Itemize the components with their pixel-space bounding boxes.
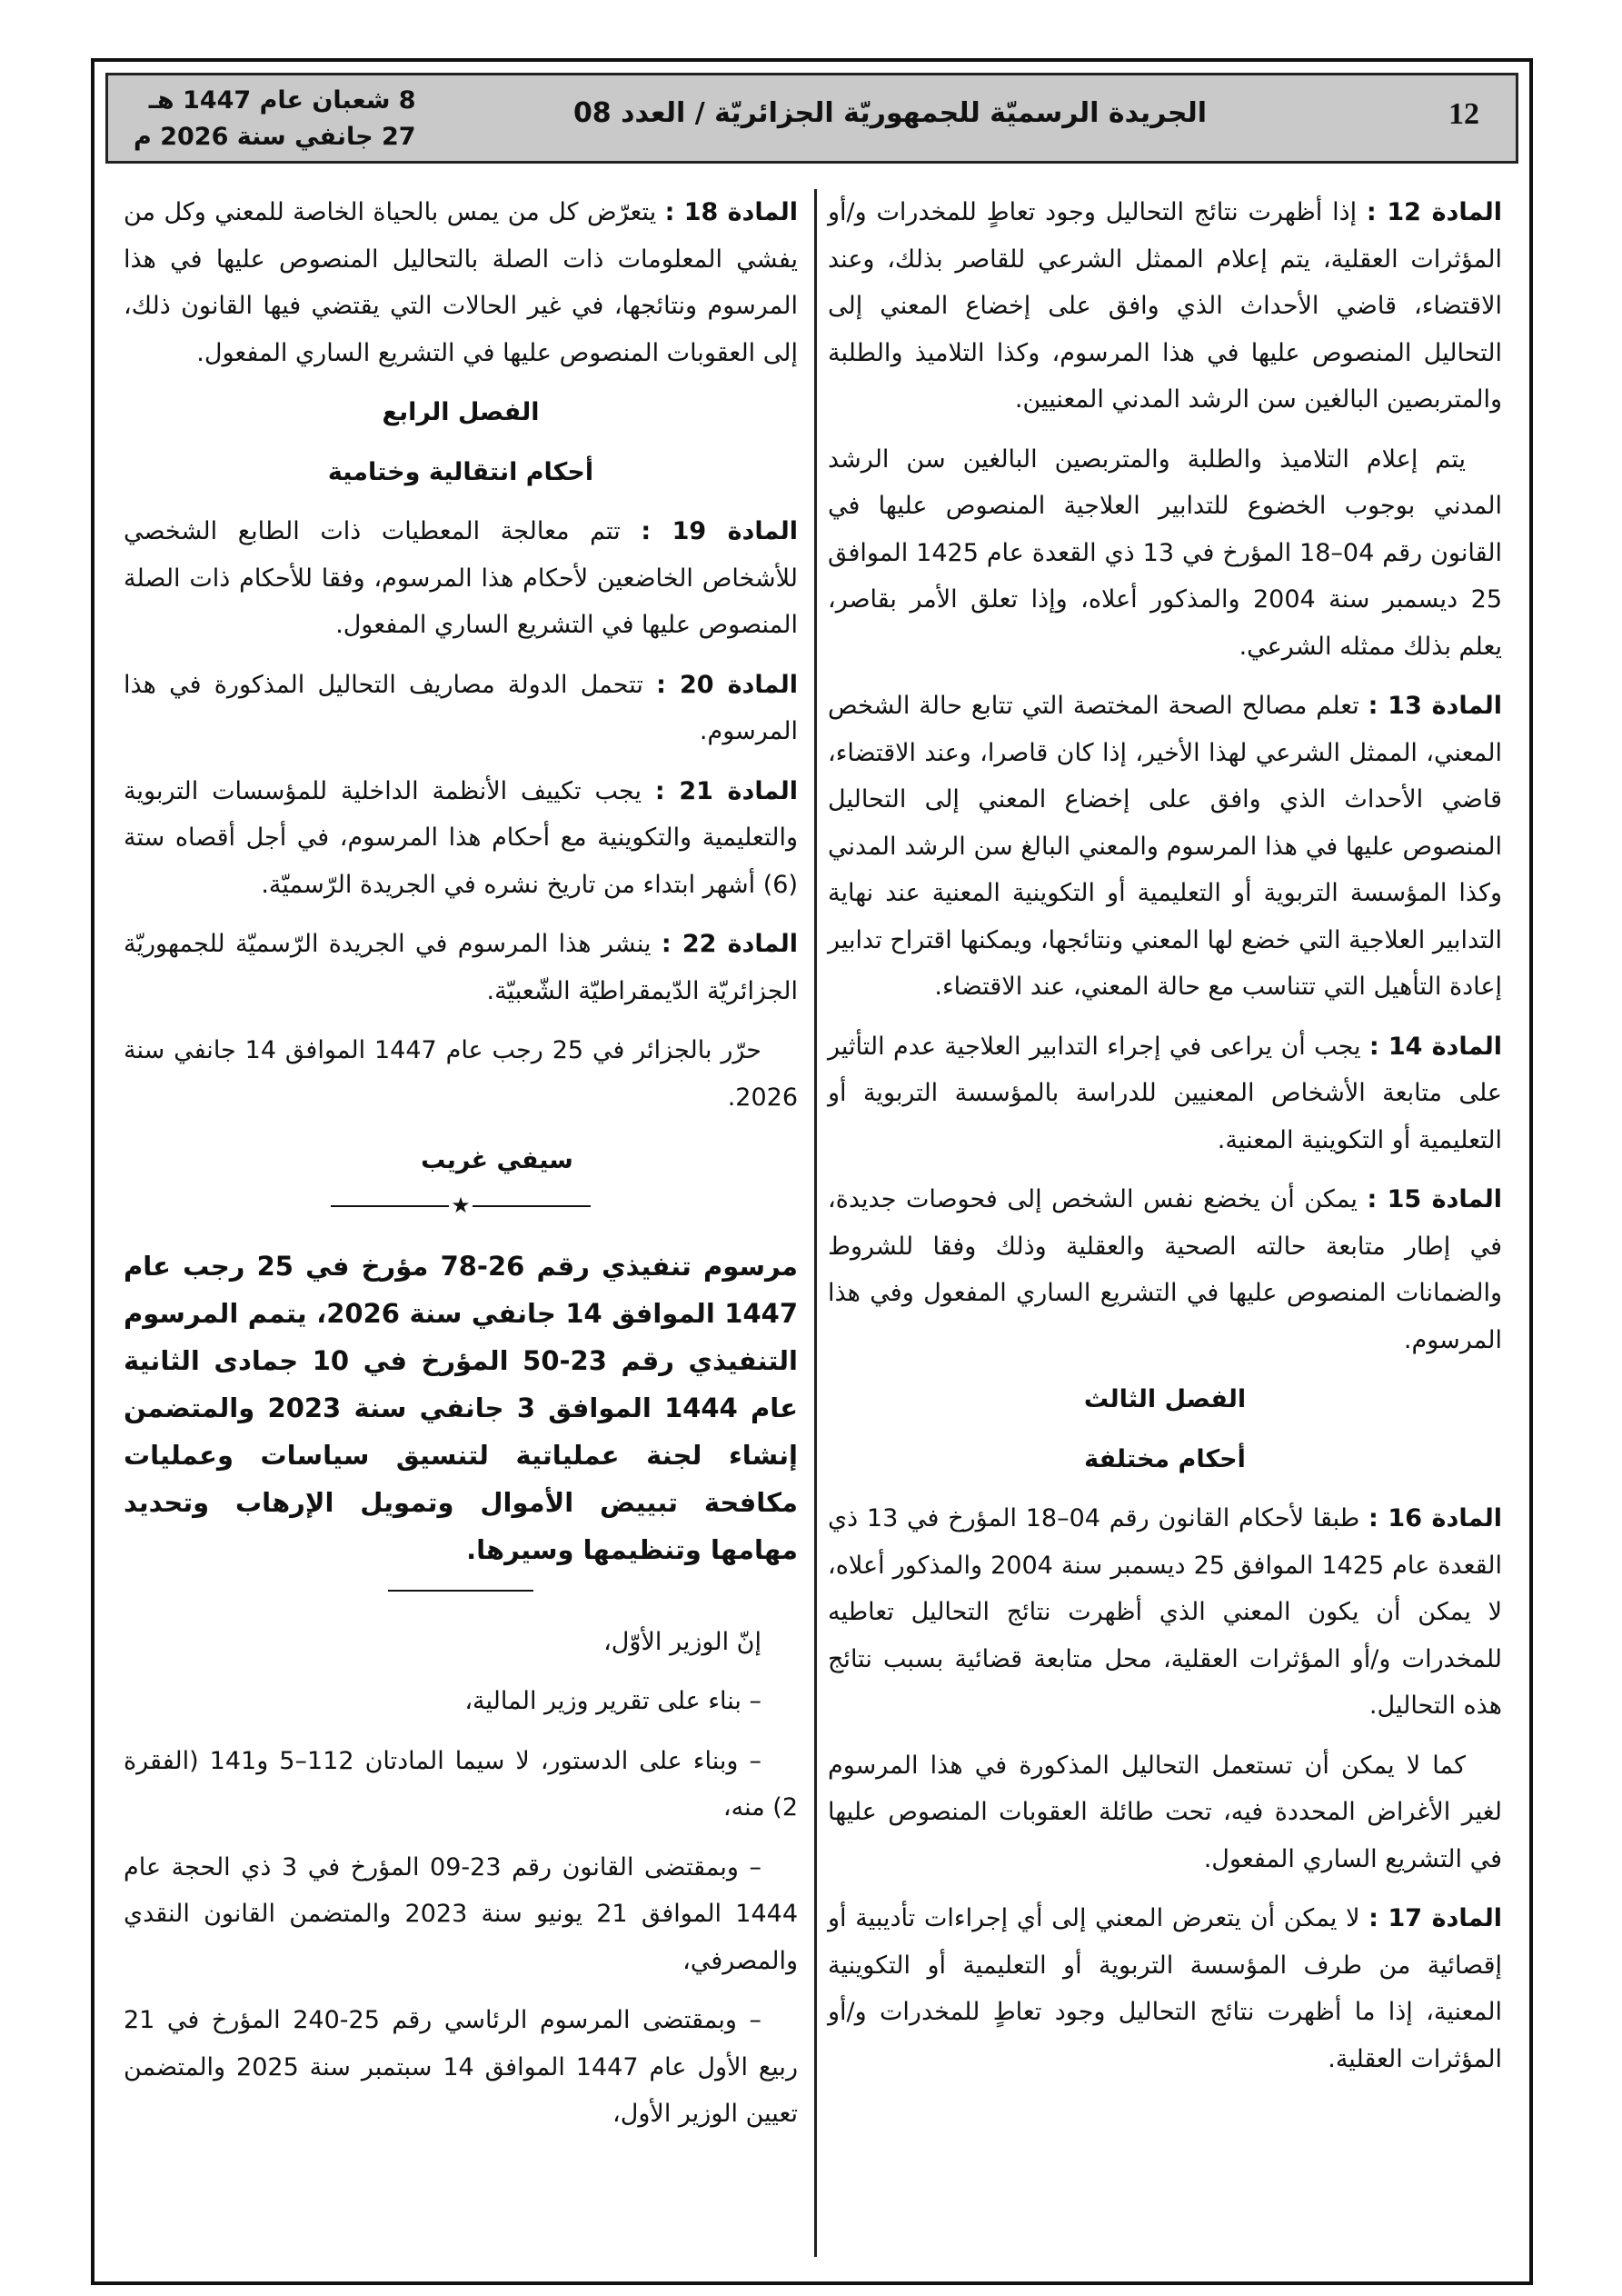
separator-line — [331, 1205, 449, 1207]
preamble-item: – وبمقتضى القانون رقم 23-09 المؤرخ في 3 ذي الحجة عام 1444 الموافق 21 يونيو سنة 2023 والمتضمن القانون النقدي والمصرفي، — [124, 1852, 798, 1975]
article-18 — [124, 189, 798, 376]
preamble-item: – بناء على تقرير وزير المالية، — [464, 1687, 761, 1715]
article-text: تتحمل الدولة مصاريف التحاليل المذكورة في هذا المرسوم. — [124, 670, 798, 745]
chapter-3-heading: الفصل الثالث — [1083, 1385, 1247, 1413]
preamble-item: – وبناء على الدستور، لا سيما المادتان 112–5 و141 (الفقرة 2) منه، — [124, 1746, 798, 1822]
article-22 — [124, 921, 798, 1014]
chapter-4-heading: الفصل الرابع — [382, 398, 540, 426]
star-icon: ★ — [451, 1192, 471, 1218]
issue-date — [134, 83, 416, 155]
article-16-paragraph-2: كما لا يمكن أن تستعمل التحاليل المذكورة في هذا المرسوم لغير الأغراض المحددة فيه، تحت طائلة العقوبات المنصوص عليها في التشريع الساري المفعول. — [828, 1751, 1502, 1873]
star-separator — [124, 1188, 798, 1224]
article-21 — [124, 768, 798, 909]
article-12-paragraph-2: يتم إعلام التلاميذ والطلبة والمتربصين البالغين سن الرشد المدني بوجوب الخضوع للتدابير العلاجية المنصوص عليها في القانون رقم 04–18 المؤرخ في 13 ذي القعدة عام 1425 الموافق 25 ديسمبر سنة 2004 والمذكور أعلاه، وإذا تعلق الأمر بقاصر، يعلم بذلك ممثله الشرعي. — [828, 444, 1502, 661]
article-text: طبقا لأحكام القانون رقم 04–18 المؤرخ في 13 ذي القعدة عام 1425 الموافق 25 ديسمبر سنة 2004 والمذكور أعلاه، لا يمكن أن يكون المعني الذي أظهرت نتائج التحاليل تعاطيه للمخدرات و/أو المؤثرات العقلية، محل متابعة قضائية بسبب نتائج هذه التحاليل. — [828, 1504, 1502, 1720]
left-column — [124, 189, 798, 2151]
article-text: لا يمكن أن يتعرض المعني إلى أي إجراءات تأديبية أو إقصائية من طرف المؤسسة التربوية أو التعليمية أو التكوينية المعنية، إذا ما أظهرت نتائج التحاليل وجود تعاطٍ للمخدرات و/أو المؤثرات العقلية. — [828, 1904, 1502, 2073]
article-text: تتم معالجة المعطيات ذات الطابع الشخصي للأشخاص الخاضعين لأحكام هذا المرسوم، وفقا للأحكام ذات الصلة المنصوص عليها في التشريع الساري المفعول. — [124, 517, 798, 639]
article-13 — [828, 683, 1502, 1011]
column-divider — [814, 189, 817, 2257]
article-label: المادة 20 : — [656, 670, 798, 699]
article-text: يتعرّض كل من يمس بالحياة الخاصة للمعني وكل من يفشي المعلومات ذات الصلة بالتحاليل المنصوص عليها في هذا المرسوم ونتائجها، في غير الحالات التي يقتضي فيها القانون ذلك، إلى العقوبات المنصوص عليها في التشريع الساري المفعول. — [124, 198, 798, 367]
preamble-opening: إنّ الوزير الأوّل، — [603, 1627, 761, 1656]
article-text: يجب أن يراعى في إجراء التدابير العلاجية عدم التأثير على متابعة الأشخاص المعنيين للدراسة بالمؤسسة التربوية أو التعليمية أو التكوينية المعنية. — [828, 1032, 1502, 1154]
short-rule — [388, 1590, 533, 1592]
article-label: المادة 21 : — [654, 776, 798, 805]
article-label: المادة 22 : — [661, 930, 799, 958]
date-gregorian: 27 جانفي سنة 2026 م — [134, 123, 416, 151]
article-label: المادة 12 : — [1366, 198, 1502, 226]
article-19 — [124, 508, 798, 649]
chapter-4-title: أحكام انتقالية وختامية — [327, 457, 594, 486]
article-20 — [124, 662, 798, 755]
page-number: 12 — [1448, 97, 1479, 131]
right-column — [828, 189, 1502, 2095]
gazette-title: الجريدة الرسميّة للجمهوريّة الجزائريّة / العدد 08 — [572, 97, 1207, 129]
article-text: يجب تكييف الأنظمة الداخلية للمؤسسات التربوية والتعليمية والتكوينية مع أحكام هذا المرسوم، في أجل أقصاه ستة (6) أشهر ابتداء من تاريخ نشره في الجريدة الرّسميّة. — [124, 776, 798, 899]
article-label: المادة 13 : — [1368, 692, 1502, 720]
signature: سيفي غريب — [421, 1146, 573, 1174]
article-17 — [828, 1895, 1502, 2082]
page-frame — [91, 58, 1533, 2285]
preamble-item: – وبمقتضى المرسوم الرئاسي رقم 25-240 المؤرخ في 21 ربيع الأول عام 1447 الموافق 14 سبتمبر سنة 2025 والمتضمن تعيين الوزير الأول، — [124, 2006, 798, 2128]
article-label: المادة 19 : — [641, 517, 799, 545]
article-label: المادة 17 : — [1368, 1904, 1503, 1932]
article-text: إذا أظهرت نتائج التحاليل وجود تعاطٍ للمخدرات و/أو المؤثرات العقلية، يتم إعلام الممثل الشرعي للقاصر بذلك، وعند الاقتضاء، قاضي الأحداث الذي وافق على إخضاع المعني إلى التحاليل المنصوص عليها في هذا المرسوم، وكذا التلاميذ والطلبة والمتربصين البالغين سن الرشد المدني المعنيين. — [828, 198, 1502, 414]
article-12 — [828, 189, 1502, 424]
article-text: ينشر هذا المرسوم في الجريدة الرّسميّة للجمهوريّة الجزائريّة الدّيمقراطيّة الشّعبيّة. — [124, 930, 798, 1005]
article-14 — [828, 1023, 1502, 1164]
done-at: حرّر بالجزائر في 25 رجب عام 1447 الموافق 14 جانفي سنة 2026. — [124, 1036, 798, 1112]
article-label: المادة 18 : — [664, 198, 799, 226]
date-hijri: 8 شعبان عام 1447 هـ — [148, 86, 416, 115]
gazette-header — [105, 73, 1518, 164]
separator-line — [473, 1205, 591, 1207]
article-16 — [828, 1495, 1502, 1730]
article-15 — [828, 1176, 1502, 1363]
article-label: المادة 16 : — [1368, 1504, 1502, 1532]
chapter-3-title: أحكام مختلفة — [1084, 1444, 1246, 1473]
decree-title: مرسوم تنفيذي رقم 26-78 مؤرخ في 25 رجب عام 1447 الموافق 14 جانفي سنة 2026، يتمم المرسوم التنفيذي رقم 23-50 المؤرخ في 10 جمادى الثانية عام 1444 الموافق 3 جانفي سنة 2023 والمتضمن إنشاء لجنة عملياتية لتنسيق سياسات وعمليات مكافحة تبييض الأموال وتمويل الإرهاب وتحديد مهامها وتنظيمها وسيرها. — [124, 1250, 799, 1565]
article-text: يمكن أن يخضع نفس الشخص إلى فحوصات جديدة، في إطار متابعة حالته الصحية والعقلية وذلك وفقا للشروط والضمانات المنصوص عليها في التشريع الساري المفعول وفي هذا المرسوم. — [828, 1185, 1502, 1354]
article-label: المادة 15 : — [1367, 1185, 1503, 1213]
article-label: المادة 14 : — [1368, 1032, 1503, 1061]
article-text: تعلم مصالح الصحة المختصة التي تتابع حالة الشخص المعني، الممثل الشرعي لهذا الأخير، إذا كان قاصرا، وعند الاقتضاء، قاضي الأحداث الذي وافق على إخضاع المعني إلى التحاليل المنصوص عليها في هذا المرسوم والمعني البالغ سن الرشد المدني وكذا المؤسسة التربوية أو التعليمية أو التكوينية المعنية عند نهاية التدابير العلاجية التي خضع لها المعني ونتائجها، ويمكنها اقتراح تدابير إعادة التأهيل التي تتناسب مع حالة المعني، عند الاقتضاء. — [828, 692, 1502, 1001]
